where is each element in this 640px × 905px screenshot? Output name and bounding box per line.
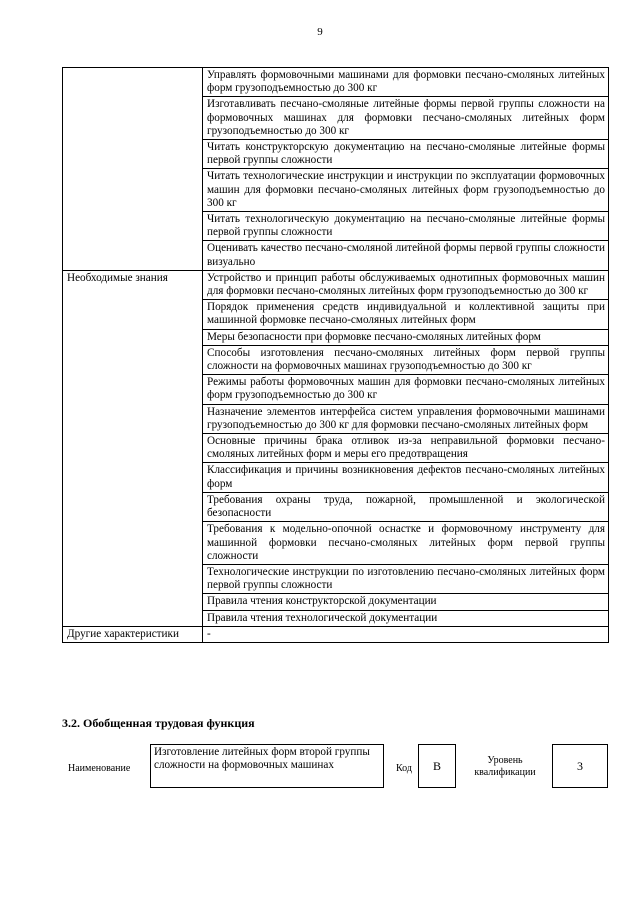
skill-item: Читать конструкторскую документацию на песчано-смоляные литейные формы первой группы сложности bbox=[203, 140, 609, 169]
code-label: Код bbox=[396, 763, 412, 774]
skill-item: Читать технологические инструкции и инструкции по эксплуатации формовочных машин для формовки песчано-смоляных литейных форм грузоподъемностью до 300 кг bbox=[203, 169, 609, 212]
table-row bbox=[63, 68, 609, 97]
knowledge-item: Способы изготовления песчано-смоляных литейных форм первой группы сложности на формовочных машинах грузоподъемностью до 300 кг bbox=[203, 345, 609, 374]
knowledge-item: Основные причины брака отливок из-за неправильной формовки песчано-смоляных литейных форм и меры его предотвращения bbox=[203, 434, 609, 463]
section-title: 3.2. Обобщенная трудовая функция bbox=[62, 716, 255, 730]
table-row bbox=[63, 270, 609, 299]
knowledge-item: Правила чтения технологической документации bbox=[203, 610, 609, 626]
code-value-box: B bbox=[418, 744, 456, 788]
knowledge-item: Меры безопасности при формовке песчано-смоляных литейных форм bbox=[203, 329, 609, 345]
knowledge-item: Режимы работы формовочных машин для формовки песчано-смоляных литейных форм грузоподъемностью до 300 кг bbox=[203, 375, 609, 404]
knowledge-item: Требования к модельно-опочной оснастке и формовочному инструменту для машинной формовки песчано-смоляных литейных форм первой группы сложности bbox=[203, 522, 609, 565]
knowledge-item: Классификация и причины возникновения дефектов песчано-смоляных литейных форм bbox=[203, 463, 609, 492]
skills-label-cell bbox=[63, 68, 203, 271]
qualification-level-label: Уровень квалификации bbox=[474, 755, 536, 778]
knowledge-item: Требования охраны труда, пожарной, промышленной и экологической безопасности bbox=[203, 492, 609, 521]
other-characteristics-label: Другие характеристики bbox=[63, 626, 203, 642]
skill-item: Изготавливать песчано-смоляные литейные формы первой группы сложности на формовочных машинах для формовки песчано-смоляных литейных форм грузоподъемностью до 300 кг bbox=[203, 97, 609, 140]
knowledge-item: Назначение элементов интерфейса систем управления формовочными машинами грузоподъемностью до 300 кг для формовки песчано-смоляных литейных форм bbox=[203, 404, 609, 433]
knowledge-item: Технологические инструкции по изготовлению песчано-смоляных литейных форм первой группы сложности bbox=[203, 564, 609, 593]
page-number: 9 bbox=[317, 26, 323, 38]
name-value-box: Изготовление литейных форм второй группы сложности на формовочных машинах bbox=[150, 744, 384, 788]
skill-item: Оценивать качество песчано-смоляной литейной формы первой группы сложности визуально bbox=[203, 241, 609, 270]
knowledge-label: Необходимые знания bbox=[63, 270, 203, 626]
competency-table bbox=[62, 67, 609, 643]
skill-item: Управлять формовочными машинами для формовки песчано-смоляных литейных форм грузоподъемностью до 300 кг bbox=[203, 68, 609, 97]
name-label: Наименование bbox=[68, 763, 131, 774]
knowledge-item: Устройство и принцип работы обслуживаемых однотипных формовочных машин для формовки песчано-смоляных литейных форм грузоподъемностью до 300 кг bbox=[203, 270, 609, 299]
table-row bbox=[63, 626, 609, 642]
knowledge-item: Порядок применения средств индивидуальной и коллективной защиты при машинной формовке песчано-смоляных литейных форм bbox=[203, 300, 609, 329]
qualification-level-box: 3 bbox=[552, 744, 608, 788]
other-characteristics-value: - bbox=[203, 626, 609, 642]
knowledge-item: Правила чтения конструкторской документации bbox=[203, 594, 609, 610]
skill-item: Читать технологическую документацию на песчано-смоляные литейные формы первой группы сложности bbox=[203, 212, 609, 241]
